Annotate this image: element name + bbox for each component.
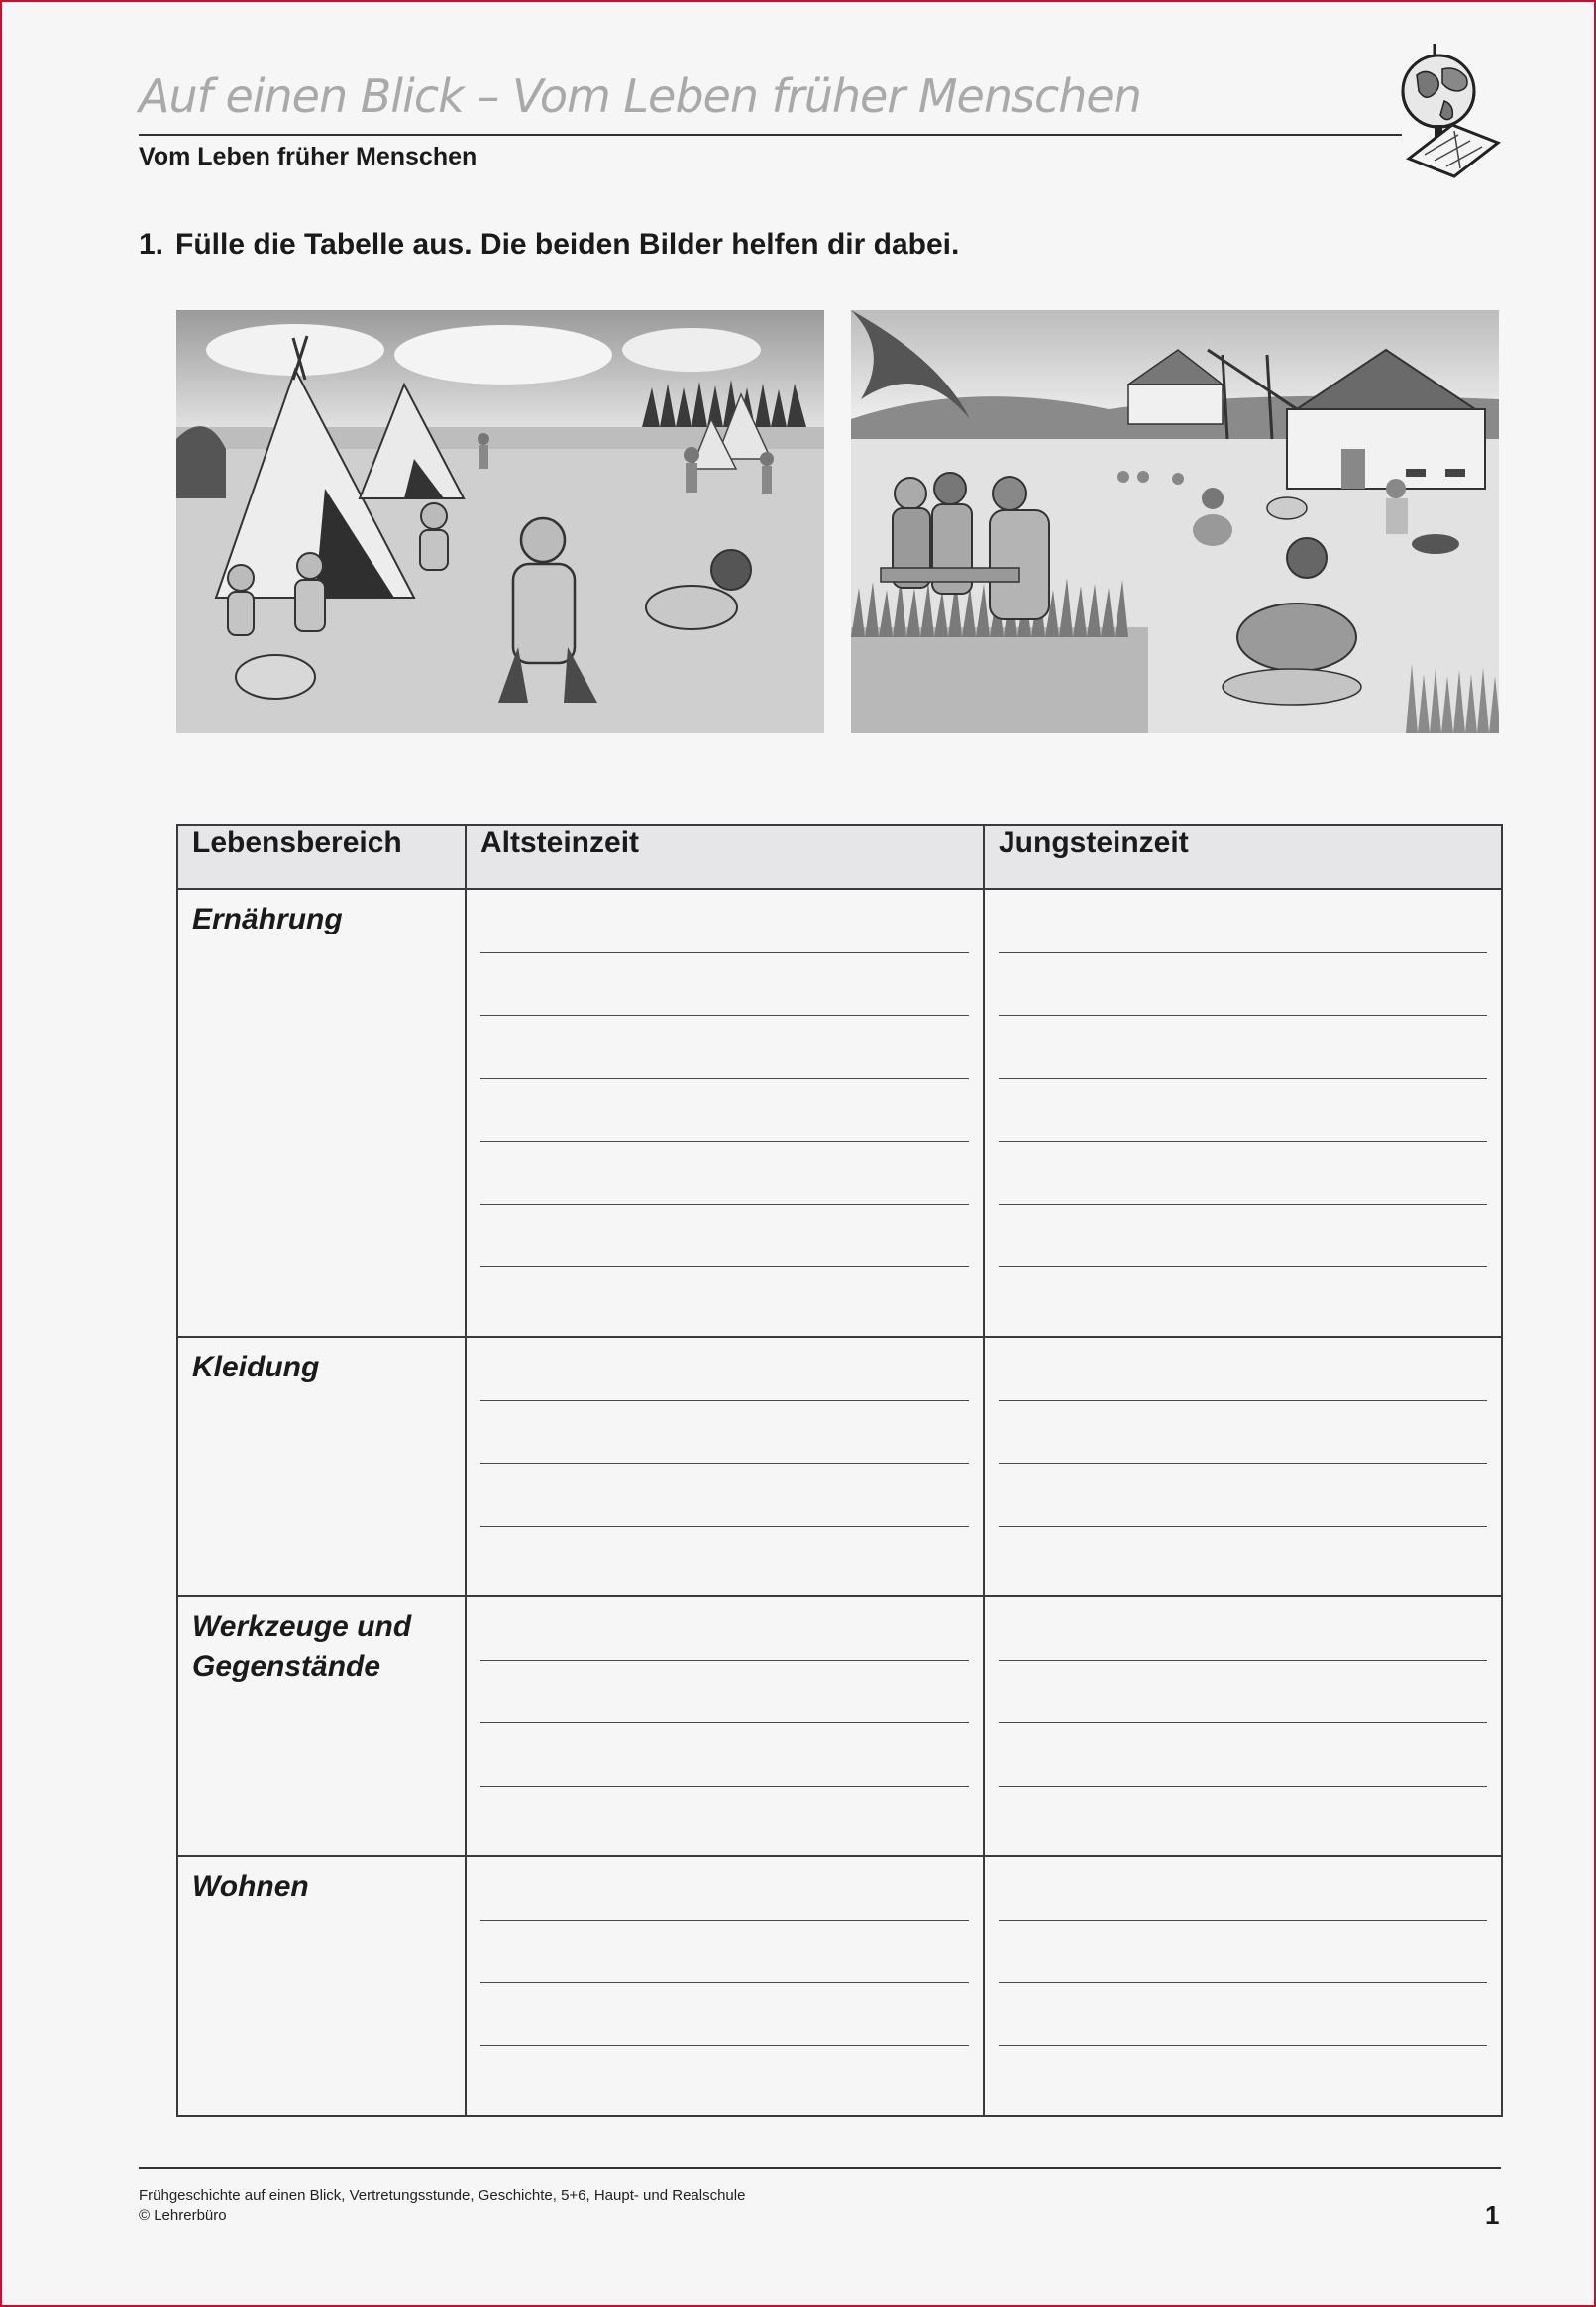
answer-line[interactable] — [999, 953, 1487, 1017]
row-label: Werkzeuge und Gegenstände — [192, 1610, 412, 1683]
answer-line[interactable] — [480, 1723, 969, 1787]
answer-line[interactable] — [999, 1464, 1487, 1527]
table-row — [177, 889, 1502, 1337]
answer-line[interactable] — [999, 1401, 1487, 1465]
row-label-cell — [177, 1337, 466, 1596]
answer-line[interactable] — [480, 1597, 969, 1661]
answer-line[interactable] — [480, 1079, 969, 1143]
jungsteinzeit-answer-cell — [984, 1596, 1502, 1856]
altsteinzeit-answer-cell — [466, 1596, 984, 1856]
task-instruction — [139, 228, 959, 262]
altsteinzeit-answer-cell — [466, 1337, 984, 1596]
answer-line[interactable] — [999, 890, 1487, 953]
answer-line[interactable] — [480, 1661, 969, 1724]
answer-line[interactable] — [480, 890, 969, 953]
task-number: 1. — [139, 228, 164, 261]
answer-line[interactable] — [999, 1983, 1487, 2046]
answer-line[interactable] — [999, 1921, 1487, 1984]
answer-line[interactable] — [480, 1921, 969, 1984]
answer-line[interactable] — [480, 1338, 969, 1401]
page-number: 1 — [1485, 2200, 1500, 2230]
answer-line[interactable] — [480, 1401, 969, 1465]
title-divider — [139, 134, 1402, 136]
table-row — [177, 1337, 1502, 1596]
altsteinzeit-answer-cell — [466, 1856, 984, 2116]
row-label-cell — [177, 1856, 466, 2116]
answer-line[interactable] — [480, 1857, 969, 1921]
answer-line[interactable] — [480, 1142, 969, 1205]
header-altsteinzeit: Altsteinzeit — [466, 825, 984, 889]
answer-line[interactable] — [480, 953, 969, 1017]
page-subtitle: Vom Leben früher Menschen — [139, 143, 478, 170]
task-text: Fülle die Tabelle aus. Die beiden Bilder helfen dir dabei. — [175, 228, 960, 261]
answer-line[interactable] — [999, 1661, 1487, 1724]
answer-line[interactable] — [480, 1464, 969, 1527]
jungsteinzeit-answer-cell — [984, 889, 1502, 1337]
header-jungsteinzeit: Jungsteinzeit — [984, 825, 1502, 889]
answer-line[interactable] — [999, 1857, 1487, 1921]
answer-line[interactable] — [999, 1079, 1487, 1143]
page-title: Auf einen Blick – Vom Leben früher Menschen — [139, 69, 1141, 123]
table-header-row — [177, 825, 1502, 889]
altsteinzeit-answer-cell — [466, 889, 984, 1337]
answer-line[interactable] — [480, 1016, 969, 1079]
footer-copyright: © Lehrerbüro — [139, 2207, 227, 2224]
row-label-cell — [177, 1596, 466, 1856]
jungsteinzeit-answer-cell — [984, 1337, 1502, 1596]
footer-source: Frühgeschichte auf einen Blick, Vertretungsstunde, Geschichte, 5+6, Haupt- und Realschule — [139, 2187, 746, 2204]
table-row — [177, 1856, 1502, 2116]
worksheet-table — [176, 824, 1503, 2117]
answer-line[interactable] — [999, 1142, 1487, 1205]
neolithic-village-illustration — [851, 310, 1499, 733]
answer-line[interactable] — [999, 1338, 1487, 1401]
header-lebensbereich: Lebensbereich — [177, 825, 466, 889]
jungsteinzeit-answer-cell — [984, 1856, 1502, 2116]
row-label-cell — [177, 889, 466, 1337]
answer-line[interactable] — [480, 1983, 969, 2046]
footer-text — [139, 2186, 745, 2226]
globe-map-icon — [1395, 40, 1504, 180]
answer-line[interactable] — [999, 1016, 1487, 1079]
row-label: Kleidung — [192, 1351, 320, 1383]
answer-line[interactable] — [999, 1597, 1487, 1661]
paleolithic-camp-illustration — [176, 310, 824, 733]
footer-divider — [139, 2167, 1501, 2169]
answer-line[interactable] — [480, 1205, 969, 1268]
row-label: Ernährung — [192, 903, 343, 935]
answer-line[interactable] — [999, 1723, 1487, 1787]
row-label: Wohnen — [192, 1870, 309, 1903]
answer-line[interactable] — [999, 1205, 1487, 1268]
table-row — [177, 1596, 1502, 1856]
